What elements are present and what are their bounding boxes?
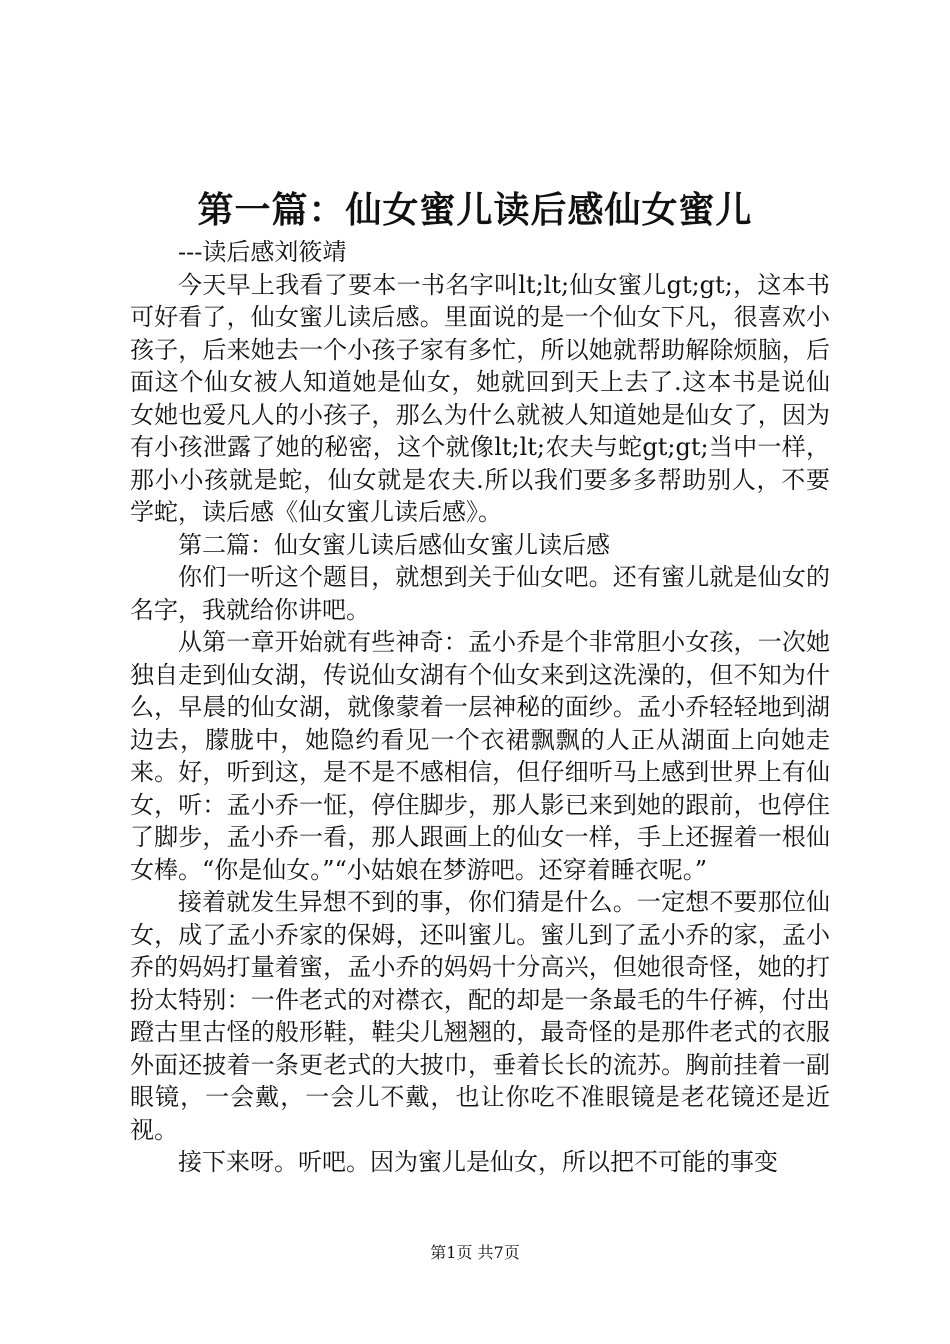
byline-paragraph: ---读后感刘筱靖 xyxy=(178,238,347,266)
section-heading: 第二篇：仙女蜜儿读后感仙女蜜儿读后感 xyxy=(178,530,610,559)
body-paragraph: 接着就发生异想不到的事，你们猜是什么。一定想不要那位仙女，成了孟小乔家的保姆，还叫蜜儿。蜜儿到了孟小乔的家，孟小乔的妈妈打量着蜜，孟小乔的妈妈十分高兴，但她很奇怪，她的打扮太特别：一件老式的对襟衣，配的却是一条最毛的牛仔裤，付出蹬古里古怪的般形鞋，鞋尖儿翘翘的，最奇怪的是那件老式的衣服外面还披着一条更老式的大披巾，垂着长长的流苏。胸前挂着一副眼镜，一会戴，一会儿不戴，也让你吃不准眼镜是老花镜还是近视。 xyxy=(130,888,830,1144)
body-paragraph: 接下来呀。听吧。因为蜜儿是仙女，所以把不可能的事变 xyxy=(178,1148,778,1176)
document-title: 第一篇：仙女蜜儿读后感仙女蜜儿 xyxy=(197,189,753,231)
body-paragraph: 今天早上我看了要本一书名字叫lt;lt;仙女蜜儿gt;gt;，这本书可好看了，仙女蜜儿读后感。里面说的是一个仙女下凡，很喜欢小孩子，后来她去一个小孩子家有多忙，所以她就帮助解除烦脑，后面这个仙女被人知道她是仙女，她就回到天上去了.这本书是说仙女她也爱凡人的小孩子，那么为什么就被人知道她是仙女了，因为有小孩泄露了她的秘密，这个就像lt;lt;农夫与蛇gt;gt;当中一样，那小小孩就是蛇，仙女就是农夫.所以我们要多多帮助别人，不要学蛇，读后感《仙女蜜儿读后感》。 xyxy=(130,270,830,526)
body-paragraph: 你们一听这个题目，就想到关于仙女吧。还有蜜儿就是仙女的名字，我就给你讲吧。 xyxy=(130,563,830,624)
document-body xyxy=(130,236,830,1179)
body-paragraph: 从第一章开始就有些神奇：孟小乔是个非常胆小女孩，一次她独自走到仙女湖，传说仙女湖有个仙女来到这洗澡的，但不知为什么，早晨的仙女湖，就像蒙着一层神秘的面纱。孟小乔轻轻地到湖边去，朦胧中，她隐约看见一个衣裙飘飘的人正从湖面上向她走来。好，听到这，是不是不感相信，但仔细听马上感到世界上有仙女，听：孟小乔一怔，停住脚步，那人影已来到她的跟前，也停住了脚步，孟小乔一看，那人跟画上的仙女一样，手上还握着一根仙女棒。“你是仙女。”“小姑娘在梦游吧。还穿着睡衣呢。” xyxy=(130,628,830,884)
page-footer: 第1页 共7页 xyxy=(430,1243,520,1262)
